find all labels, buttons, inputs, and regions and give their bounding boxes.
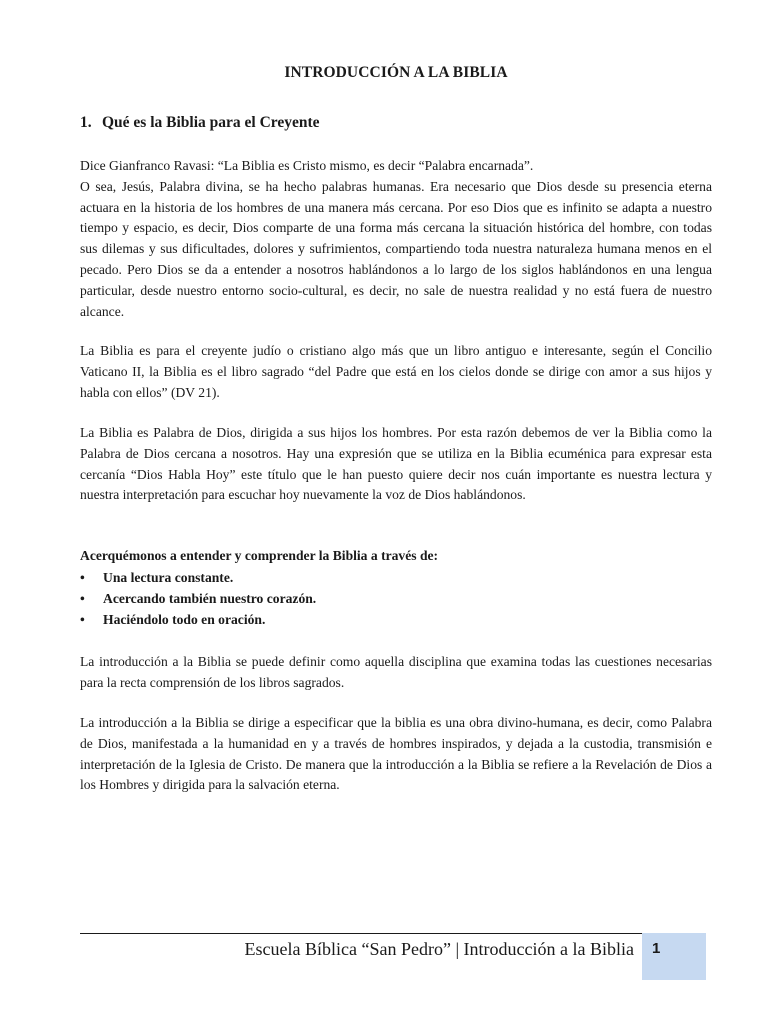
list-item-text: Acercando también nuestro corazón. [103, 591, 317, 606]
bullet-icon: • [80, 570, 85, 585]
document-title: INTRODUCCIÓN A LA BIBLIA [284, 64, 508, 81]
list-item-text: Una lectura constante. [103, 570, 234, 585]
bullet-icon: • [80, 612, 85, 627]
quote-line: Dice Gianfranco Ravasi: “La Biblia es Cristo mismo, es decir “Palabra encarnada”. [80, 158, 534, 173]
section-number: 1. [80, 114, 92, 131]
bold-subheading: Acerquémonos a entender y comprender la Biblia a través de: [80, 548, 439, 563]
list-item [80, 588, 712, 609]
page-number: 1 [652, 940, 661, 957]
section-heading [80, 114, 320, 132]
page-number-box [642, 933, 706, 980]
body-paragraph: La Biblia es Palabra de Dios, dirigida a sus hijos los hombres. Por esta razón debemos de ver la Biblia como la Palabra de Dios cercana a nosotros. Hay una expresión que se utiliza en la Biblia ecuménica para expresar esta cercanía “Dios Habla Hoy” este título que le han puesto quiere decir nos cuán importante es nuestra lectura y nuestra interpretación para escuchar hoy nuevamente la voz de Dios hablándonos. [80, 425, 712, 503]
body-paragraph: La introducción a la Biblia se dirige a especificar que la biblia es una obra divino-humana, es decir, como Palabra de Dios, manifestada a la humanidad en y a través de hombres inspirados, y dejada a la custodia, transmisión e interpretación de la Iglesia de Cristo. De manera que la introducción a la Biblia se refiere a la Revelación de Dios a los Hombres y dirigida para la salvación eterna. [80, 715, 712, 793]
bullet-list [80, 567, 712, 630]
body-paragraph: La Biblia es para el creyente judío o cristiano algo más que un libro antiguo e interesante, según el Concilio Vaticano II, la Biblia es el libro sagrado “del Padre que está en los cielos donde se dirige con amor a sus hijos y habla con ellos” (DV 21). [80, 343, 712, 400]
body-paragraph: La introducción a la Biblia se puede definir como aquella disciplina que examina todas las cuestiones necesarias para la recta comprensión de los libros sagrados. [80, 654, 712, 690]
body-paragraph: O sea, Jesús, Palabra divina, se ha hecho palabras humanas. Era necesario que Dios desde su presencia eterna actuara en la historia de los hombres de una manera más cercana. Por eso Dios que es infinito se adapta a nuestro tiempo y espacio, es decir, Dios comparte de una forma más cercana la situación histórica del hombre, con todas sus dilemas y sus dificultades, dolores y sufrimientos, compartiendo toda nuestra naturaleza humana menos en el pecado. Pero Dios se da a entender a nosotros hablándonos a lo largo de los siglos hablándonos en una lengua particular, desde nuestro entorno socio-cultural, es decir, no sale de nuestra realidad y no está fuera de nuestro alcance. [80, 178, 712, 319]
list-item-text: Haciéndolo todo en oración. [103, 612, 266, 627]
intro-paragraph-block [80, 156, 712, 322]
list-item [80, 567, 712, 588]
footer-text: Escuela Bíblica “San Pedro” | Introducción a la Biblia [244, 939, 634, 959]
list-item [80, 609, 712, 630]
footer-divider [80, 933, 706, 934]
section-heading-text: Qué es la Biblia para el Creyente [102, 114, 320, 131]
bullet-icon: • [80, 591, 85, 606]
